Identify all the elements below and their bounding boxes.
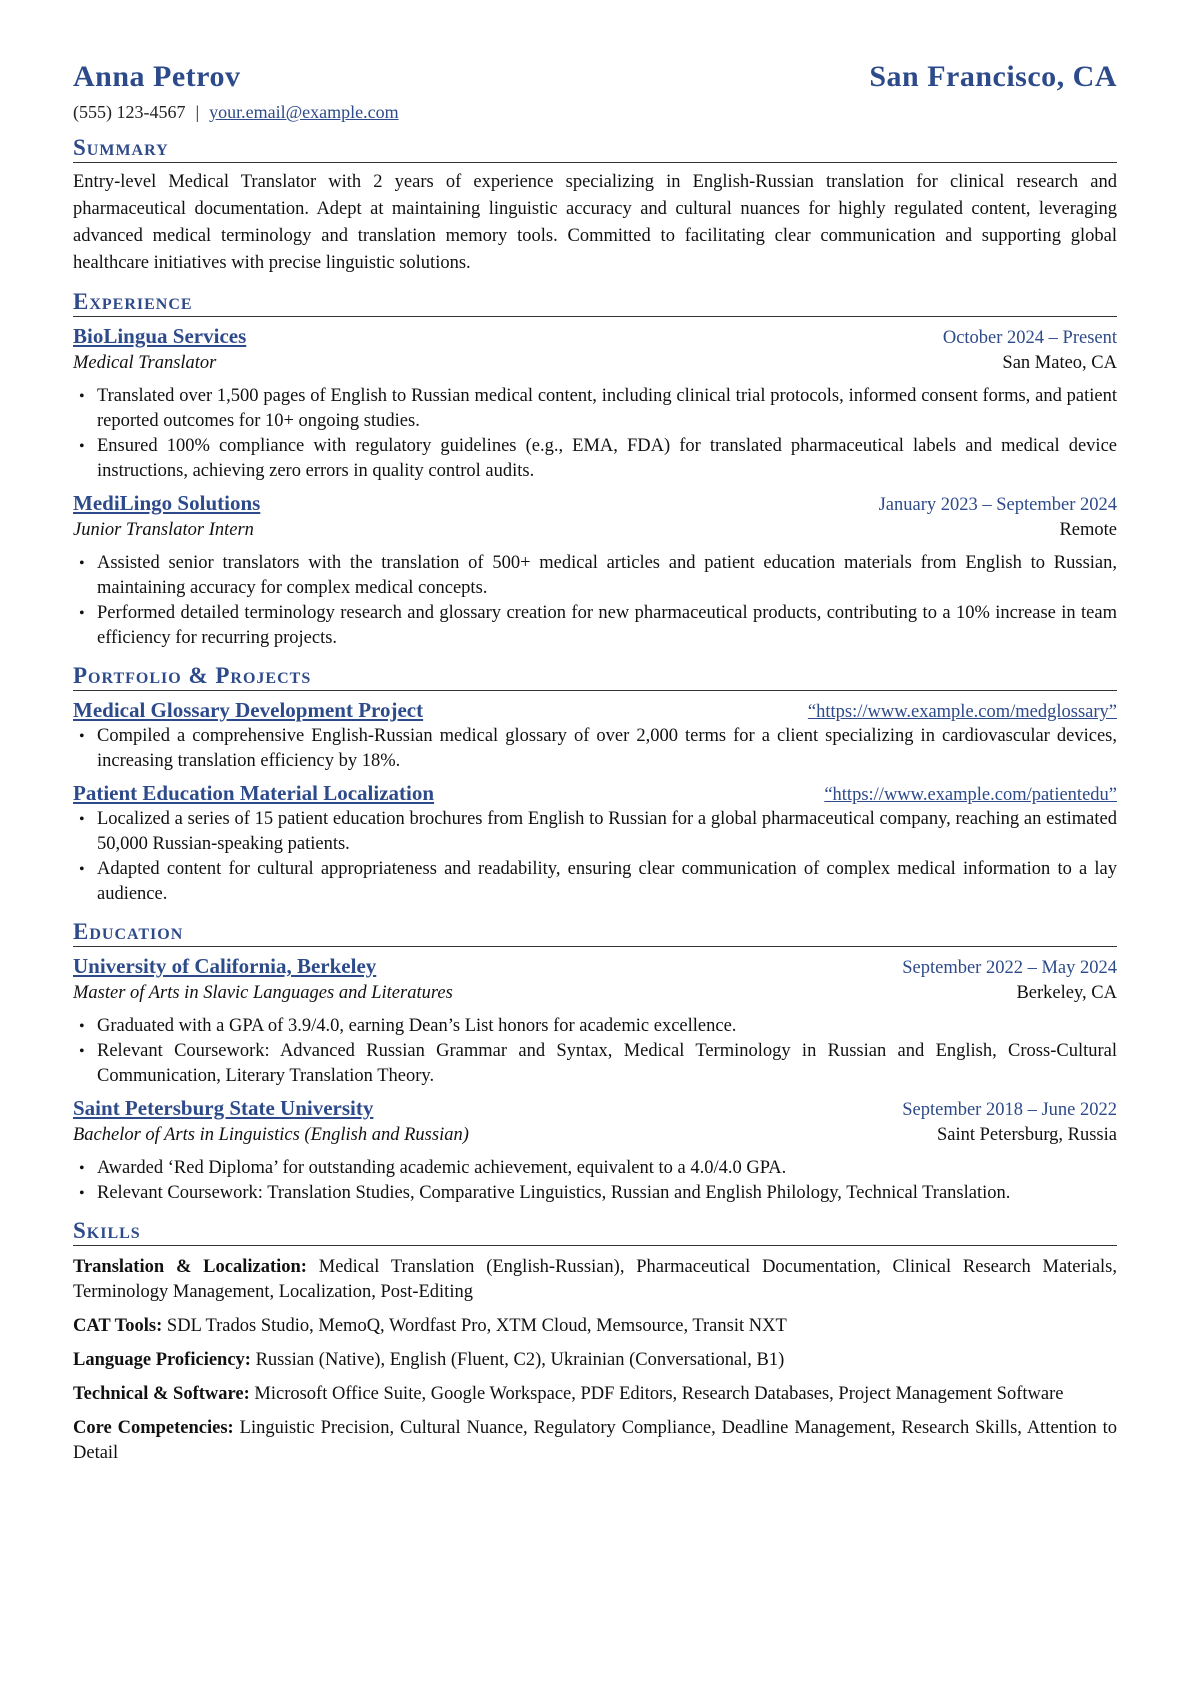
skill-line <box>73 1382 1117 1407</box>
bullet-list <box>73 724 1117 774</box>
project-name-link[interactable]: Patient Education Material Localization <box>73 781 435 805</box>
section-title-experience: Experience <box>73 289 1117 317</box>
experience-entry <box>73 491 1117 651</box>
job-title: Junior Translator Intern <box>73 520 254 540</box>
education-entry <box>73 954 1117 1089</box>
project-url-link[interactable]: “https://www.example.com/patientedu” <box>824 785 1117 805</box>
skill-label: Core Competencies: <box>73 1418 234 1438</box>
resume-header <box>73 60 1117 94</box>
skill-value: Linguistic Precision, Cultural Nuance, Regulatory Compliance, Deadline Management, Research Skills, Attention to Detail <box>73 1418 1118 1463</box>
degree: Bachelor of Arts in Linguistics (English and Russian) <box>73 1125 469 1145</box>
school-link[interactable]: Saint Petersburg State University <box>73 1096 374 1120</box>
bullet-list <box>73 807 1117 907</box>
skill-label: Language Proficiency: <box>73 1350 251 1370</box>
skill-label: Technical & Software: <box>73 1384 250 1404</box>
section-title-education: Education <box>73 919 1117 947</box>
skill-value: Microsoft Office Suite, Google Workspace, PDF Editors, Research Databases, Project Management Software <box>254 1384 1064 1404</box>
skill-line <box>73 1314 1117 1339</box>
project-url-link[interactable]: “https://www.example.com/medglossary” <box>807 702 1117 722</box>
school-link[interactable]: University of California, Berkeley <box>73 954 377 978</box>
project-name-link[interactable]: Medical Glossary Development Project <box>73 698 424 722</box>
phone-number: (555) 123-4567 <box>73 102 186 122</box>
bullet-item: • Compiled a comprehensive English-Russian medical glossary of over 2,000 terms for a client specializing in cardiovascular devices, increasing translation efficiency by 18%. <box>73 724 1117 774</box>
bullet-item: • Localized a series of 15 patient education brochures from English to Russian for a global pharmaceutical company, reaching an estimated 50,000 Russian-speaking patients. <box>73 807 1117 857</box>
employer-link[interactable]: MediLingo Solutions <box>73 491 261 515</box>
school-location: Berkeley, CA <box>1016 983 1117 1003</box>
bullet-list <box>73 551 1117 651</box>
bullet-item: • Translated over 1,500 pages of English to Russian medical content, including clinical trial protocols, informed consent forms, and patient reported outcomes for 10+ ongoing studies. <box>73 384 1117 434</box>
contact-line <box>73 102 1117 123</box>
skill-label: Translation & Localization: <box>73 1257 307 1277</box>
skill-label: CAT Tools: <box>73 1316 163 1336</box>
contact-separator: | <box>195 102 200 122</box>
employment-dates: January 2023 – September 2024 <box>878 495 1117 515</box>
experience-entry <box>73 324 1117 484</box>
bullet-item: • Performed detailed terminology research and glossary creation for new pharmaceutical products, contributing to a 10% increase in team efficiency for recurring projects. <box>73 601 1117 651</box>
bullet-list <box>73 384 1117 484</box>
employer-link[interactable]: BioLingua Services <box>73 324 247 348</box>
skill-line <box>73 1348 1117 1373</box>
section-title-projects: Portfolio & Projects <box>73 663 1117 691</box>
bullet-list <box>73 1156 1117 1206</box>
section-title-summary: Summary <box>73 135 1117 163</box>
bullet-item: • Awarded ‘Red Diploma’ for outstanding academic achievement, equivalent to a 4.0/4.0 GPA. <box>73 1156 1117 1181</box>
email-link[interactable]: your.email@example.com <box>209 102 399 122</box>
bullet-item: • Ensured 100% compliance with regulatory guidelines (e.g., EMA, FDA) for translated pharmaceutical labels and medical device instructions, achieving zero errors in quality control audits. <box>73 434 1117 484</box>
education-dates: September 2018 – June 2022 <box>902 1100 1117 1120</box>
school-location: Saint Petersburg, Russia <box>936 1125 1117 1145</box>
skill-line <box>73 1416 1117 1466</box>
bullet-item: • Relevant Coursework: Advanced Russian Grammar and Syntax, Medical Terminology in Russian and English, Cross-Cultural Communication, Literary Translation Theory. <box>73 1039 1117 1089</box>
bullet-item: • Graduated with a GPA of 3.9/4.0, earning Dean’s List honors for academic excellence. <box>73 1014 1117 1039</box>
bullet-item: • Relevant Coursework: Translation Studies, Comparative Linguistics, Russian and English Philology, Technical Translation. <box>73 1181 1117 1206</box>
skill-line <box>73 1255 1117 1305</box>
job-location: San Mateo, CA <box>1002 353 1117 373</box>
bullet-item: • Adapted content for cultural appropriateness and readability, ensuring clear communication of complex medical information to a lay audience. <box>73 857 1117 907</box>
job-location: Remote <box>1059 520 1117 540</box>
summary-text: Entry-level Medical Translator with 2 years of experience specializing in English-Russian translation for clinical research and pharmaceutical documentation. Adept at maintaining linguistic accuracy and cultural nuances for highly regulated content, leveraging advanced medical terminology and translation memory tools. Committed to facilitating clear communication and supporting global healthcare initiatives with precise linguistic solutions. <box>73 172 1117 273</box>
education-entry <box>73 1096 1117 1206</box>
skill-value: SDL Trados Studio, MemoQ, Wordfast Pro, XTM Cloud, Memsource, Transit NXT <box>166 1316 787 1336</box>
section-title-skills: Skills <box>73 1218 1117 1246</box>
skill-value: Russian (Native), English (Fluent, C2), Ukrainian (Conversational, B1) <box>255 1350 785 1370</box>
bullet-list <box>73 1014 1117 1089</box>
project-entry <box>73 698 1117 774</box>
project-entry <box>73 781 1117 907</box>
employment-dates: October 2024 – Present <box>942 328 1117 348</box>
skill-value: Medical Translation (English-Russian), Pharmaceutical Documentation, Clinical Research Materials, Terminology Management, Localization, Post-Editing <box>73 1257 1117 1302</box>
bullet-item: • Assisted senior translators with the translation of 500+ medical articles and patient education materials from English to Russian, maintaining accuracy for complex medical concepts. <box>73 551 1117 601</box>
candidate-location: San Francisco, CA <box>869 60 1117 93</box>
job-title: Medical Translator <box>73 353 217 373</box>
degree: Master of Arts in Slavic Languages and Literatures <box>73 983 453 1003</box>
candidate-name: Anna Petrov <box>73 60 241 93</box>
education-dates: September 2022 – May 2024 <box>902 958 1117 978</box>
